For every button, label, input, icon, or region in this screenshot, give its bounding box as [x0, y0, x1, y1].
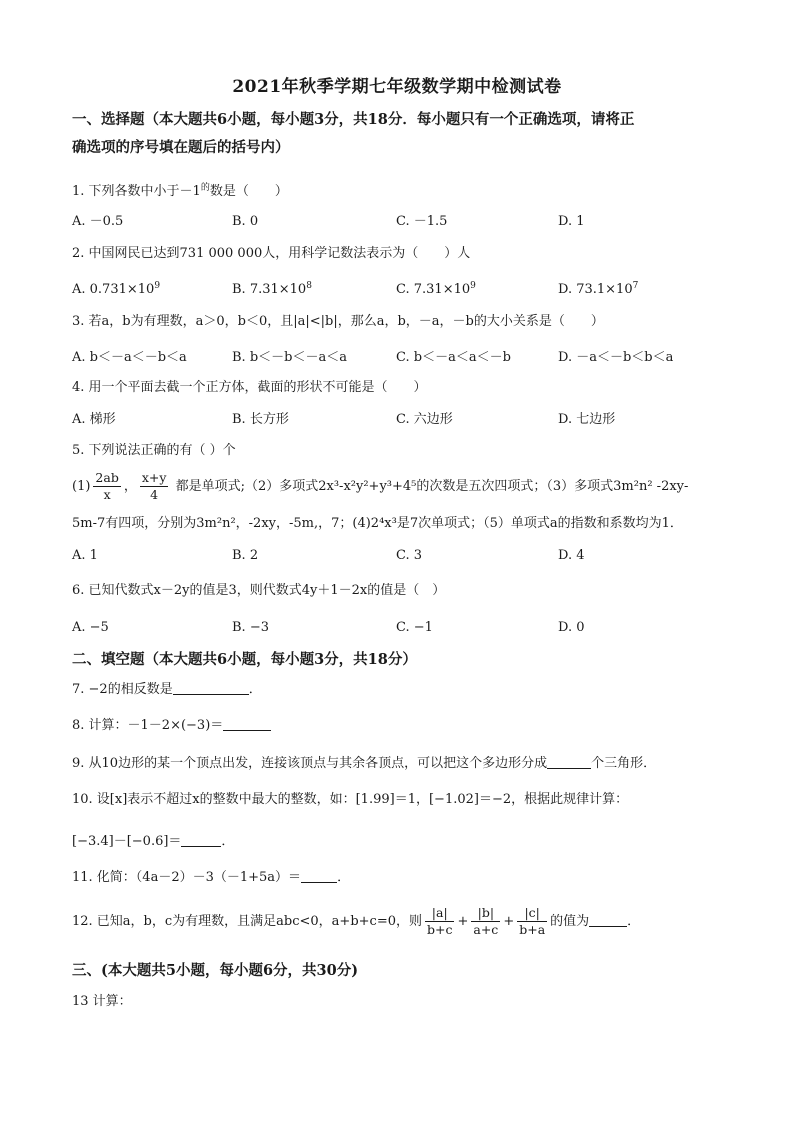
fraction-denominator: b+c	[426, 922, 453, 937]
question-1-sup: 的	[200, 183, 210, 193]
fraction-numerator: |b|	[471, 905, 500, 922]
question-9-text-post: 个三角形．	[591, 756, 657, 771]
question-1-option-d: D. 1	[558, 214, 585, 229]
question-12-end: ．	[627, 914, 641, 929]
question-5-fraction-2	[140, 470, 169, 503]
question-12	[72, 900, 722, 946]
question-6: 6. 已知代数式x－2y的值是3，则代数式4y＋1－2x的值是（ ）	[72, 583, 446, 598]
question-3: 3. 若a，b为有理数，a＞0，b＜0，且|a|<|b|，那么a，b，－a，－b的大小关系是（ ）	[72, 314, 604, 329]
question-2-option-a-base: A. 0.731×10	[72, 282, 155, 297]
question-4-option-b: B. 长方形	[232, 412, 289, 427]
question-5-option-b: B. 2	[232, 548, 259, 563]
plus-sign: +	[457, 914, 469, 929]
question-1-text-pre: 1. 下列各数中小于－1	[72, 184, 201, 199]
question-9-text-pre: 9. 从10边形的某一个顶点出发，连接该顶点与其余各顶点，可以把这个多边形分成	[72, 756, 548, 771]
question-1	[72, 178, 722, 202]
question-6-option-d: D. 0	[558, 620, 585, 635]
question-5-option-c: C. 3	[396, 548, 423, 563]
question-13: 13 计算：	[72, 994, 132, 1009]
question-10-line2-text: [−3.4]－[−0.6]＝	[72, 834, 182, 849]
question-2-option-b-base: B. 7.31×10	[232, 282, 307, 297]
question-2: 2. 中国网民已达到731 000 000人，用科学记数法表示为（ ）人	[72, 246, 471, 261]
question-1-option-b: B. 0	[232, 214, 259, 229]
question-7-text: 7. −2的相反数是	[72, 682, 173, 697]
question-6-option-a: A. −5	[72, 620, 109, 635]
question-7	[72, 680, 722, 700]
answer-blank[interactable]	[589, 912, 627, 927]
question-2-options	[72, 276, 722, 296]
question-10-line-2	[72, 832, 722, 852]
question-6-option-b: B. −3	[232, 620, 269, 635]
question-5-option-d: D. 4	[558, 548, 585, 563]
fraction-denominator: b+a	[519, 922, 546, 937]
question-12-text-pre: 12. 已知a，b，c为有理数，且满足abc<0，a+b+c=0，则	[72, 914, 422, 929]
question-2-option-c-base: C. 7.31×10	[396, 282, 471, 297]
question-1-option-a: A. －0.5	[72, 214, 124, 229]
question-5-line-2: 5m-7有四项，分别为3m²n²，-2xy，-5m,，7；(4)2⁴x³是7次单项式；（5）单项式a的指数和系数均为1．	[72, 516, 683, 531]
question-11	[72, 868, 722, 888]
question-3-option-b: B. b＜－b＜－a＜a	[232, 350, 347, 365]
question-5-fraction-1	[93, 470, 120, 503]
section-1-heading	[72, 106, 722, 162]
fraction-1-numerator: 2ab	[95, 470, 119, 485]
question-3-option-a: A. b＜－a＜－b＜a	[72, 350, 187, 365]
question-2-option-b-exp: 8	[306, 281, 312, 291]
question-5-line1-post: 都是单项式;（2）多项式2x³-x²y²+y³+4⁵的次数是五次四项式；（3）多项式3m²n² -2xy-	[175, 479, 689, 494]
question-12-text-post: 的值为	[550, 914, 590, 929]
fraction-numerator: |a|	[425, 905, 454, 922]
question-1-text-post: 数是（ ）	[209, 184, 288, 199]
question-11-text: 11. 化简：（4a－2）－3（－1+5a）＝	[72, 870, 302, 885]
question-2-option-d	[558, 276, 638, 300]
fraction-numerator: |c|	[517, 905, 547, 922]
question-4-option-c: C. 六边形	[396, 412, 453, 427]
question-2-option-a-exp: 9	[154, 281, 161, 291]
question-12-fraction-3	[517, 905, 547, 938]
plus-sign: +	[503, 914, 515, 929]
question-11-end: ．	[337, 870, 351, 885]
question-6-options	[72, 618, 722, 638]
question-3-option-d: D. －a＜－b＜b＜a	[558, 350, 674, 365]
question-7-end: ．	[248, 682, 262, 697]
fraction-denominator: a+c	[473, 922, 499, 937]
question-4-option-d: D. 七边形	[558, 412, 616, 427]
question-5-line1-pre: (1)	[72, 479, 91, 494]
answer-blank[interactable]	[181, 832, 221, 847]
question-3-option-c: C. b＜－a＜a＜－b	[396, 350, 511, 365]
fraction-2-numerator: x+y	[141, 470, 167, 485]
question-2-option-d-exp: 7	[632, 281, 639, 291]
answer-blank[interactable]	[173, 680, 249, 695]
section-1-heading-line1: 一、选择题（本大题共6小题，每小题3分，共18分．每小题只有一个正确选项，请将正	[72, 111, 635, 128]
question-12-fraction-1	[425, 905, 454, 938]
question-2-option-b	[232, 276, 312, 300]
question-8	[72, 716, 722, 736]
question-4-options	[72, 410, 722, 430]
question-3-options	[72, 348, 722, 368]
section-3-heading: 三、(本大题共5小题，每小题6分，共30分)	[72, 962, 359, 979]
question-4-option-a: A. 梯形	[72, 412, 116, 427]
question-10-line-1: 10. 设[x]表示不超过x的整数中最大的整数，如：[1.99]＝1，[−1.02]＝−2，根据此规律计算：	[72, 792, 629, 807]
question-1-options	[72, 212, 722, 232]
fraction-2-denominator: 4	[150, 487, 159, 502]
fraction-1-denominator: x	[103, 487, 111, 502]
question-6-option-c: C. −1	[396, 620, 433, 635]
question-12-fraction-2	[471, 905, 500, 938]
section-1-heading-line2: 确选项的序号填在题后的括号内）	[72, 139, 290, 156]
question-5: 5. 下列说法正确的有（ ）个	[72, 443, 236, 458]
question-5-options	[72, 546, 722, 566]
question-5-option-a: A. 1	[72, 548, 98, 563]
question-8-text: 8. 计算：－1－2×(−3)＝	[72, 718, 224, 733]
question-1-option-c: C. －1.5	[396, 214, 448, 229]
answer-blank[interactable]	[223, 716, 271, 731]
question-4: 4. 用一个平面去截一个正方体，截面的形状不可能是（ ）	[72, 380, 427, 395]
question-9	[72, 754, 722, 774]
question-2-option-a	[72, 276, 160, 300]
question-2-option-d-base: D. 73.1×10	[558, 282, 633, 297]
answer-blank[interactable]	[547, 754, 591, 769]
question-10-end: ．	[221, 834, 235, 849]
page-title: 2021年秋季学期七年级数学期中检测试卷	[232, 77, 562, 97]
section-2-heading: 二、填空题（本大题共6小题，每小题3分，共18分）	[72, 651, 417, 668]
question-2-option-c	[396, 276, 476, 300]
question-2-option-c-exp: 9	[470, 281, 476, 291]
question-5-line-1: (1) $\frac{2ab}{x}$ ， $\frac{x+y}{4}$ 都是单项式;（2）多项式2x³-x²y²+y³+4⁵的次数是五次四项式；（3）多项式3m²n² -2xy-	[72, 470, 689, 502]
answer-blank[interactable]	[301, 868, 337, 883]
